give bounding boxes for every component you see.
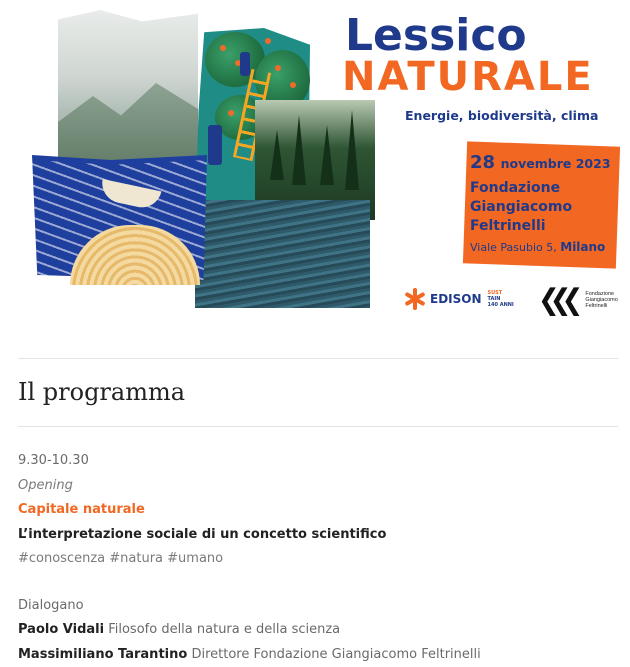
apple-dot [275,65,281,71]
pine-tree [345,110,359,190]
event-city: Milano [560,240,606,254]
edison-logo-text: EDISON [430,292,482,306]
event-details [470,152,620,254]
event-month: novembre 2023 [500,156,611,171]
program-title: Capitale naturale [18,502,145,517]
speaker-name: Massimiliano Tarantino [18,646,188,662]
program-tags: #conoscenza #natura #umano [18,551,224,566]
edison-flower-icon [404,288,426,310]
dialog-label: Dialogano [18,597,84,613]
ff-text-line: Fondazione [585,291,615,297]
event-date [470,152,620,173]
program-time: 9.30-10.30 [18,453,89,468]
feltrinelli-chevrons-icon: ❮❮❮ [538,283,574,317]
apple-dot [290,82,296,88]
person-figure [240,52,250,76]
edison-sub-line: SUST [487,290,503,296]
pine-tree [320,125,334,185]
program-item [18,449,618,667]
event-venue: Fondazione Giangiacomo Feltrinelli [470,180,573,234]
speaker-role: Filosofo della natura e della scienza [108,622,341,637]
event-address [470,240,620,254]
speaker-row [18,618,618,643]
ff-text-line: Giangiacomo [585,297,618,303]
feltrinelli-logo [538,285,618,315]
banner-collage-image [30,10,375,310]
event-day: 28 [470,152,496,173]
lake-photo [195,200,370,308]
banner-title-bottom: NATURALE [342,54,594,100]
banner-title-top: Lessico [345,10,527,61]
apple-dot [265,38,271,44]
event-street: Viale Pasubio 5, [470,241,557,254]
divider [18,426,618,427]
apple-dot [220,45,226,51]
pine-tree [270,130,284,180]
speaker-row [18,643,618,667]
program-type: Opening [18,477,73,493]
apple-dot [228,110,234,116]
event-banner [0,0,630,320]
edison-sub-line: 140 ANNI [487,302,514,308]
ff-text-line: Feltrinelli [585,303,608,309]
feltrinelli-logo-text [585,291,617,309]
person-figure [208,125,222,165]
banner-tagline: Energie, biodiversità, clima [405,108,599,123]
section-title: Il programma [18,378,186,406]
program-subtitle: L’interpretazione sociale di un concetto scientifico [18,526,387,542]
edison-sub-line: TAIN [487,296,501,302]
divider [18,358,618,359]
speaker-name: Paolo Vidali [18,622,105,637]
edison-logo [404,288,514,310]
speaker-role: Direttore Fondazione Giangiacomo Feltrinelli [191,646,481,662]
edison-logo-subtext [488,290,514,308]
pine-tree [292,115,306,185]
